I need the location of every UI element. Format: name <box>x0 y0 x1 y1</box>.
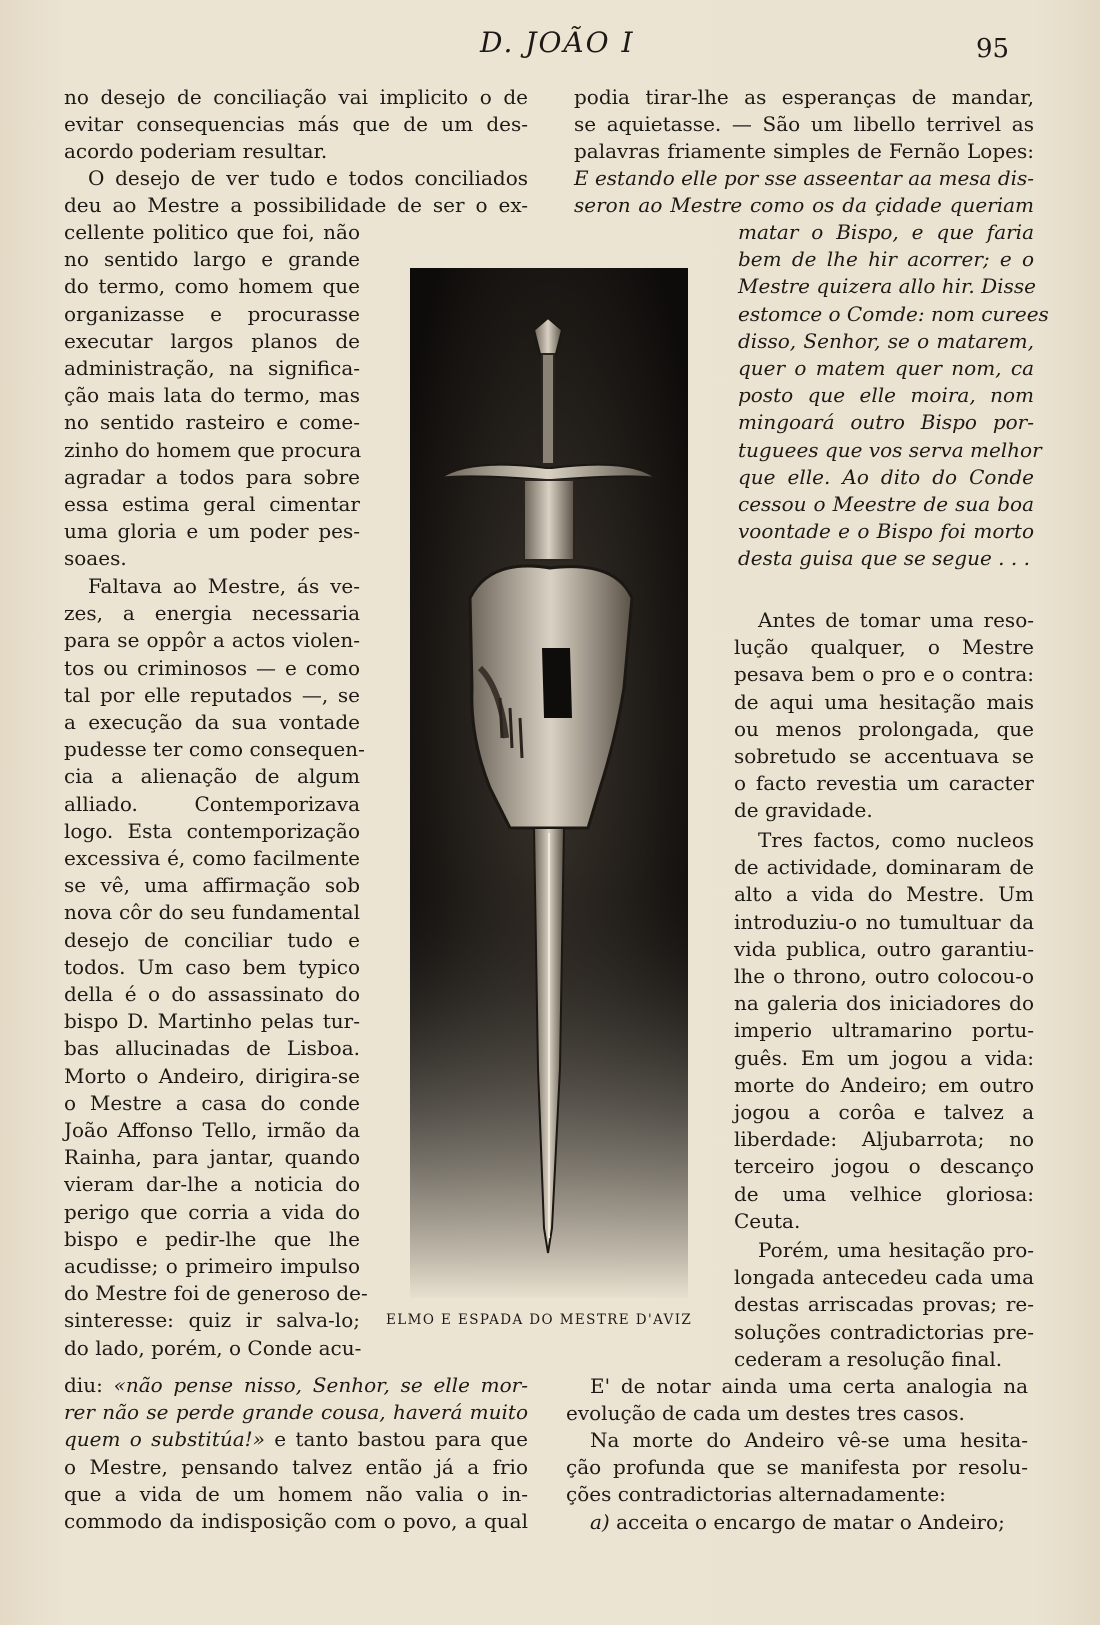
page-header <box>0 26 1100 66</box>
fernao-lopes-quote: E estando elle por sse asseentar aa mesa dis- seron ao Mestre como os da çidade queriam <box>574 166 1035 218</box>
fernao-lopes-quote-narrow: matar o Bispo, e que faria bem de lhe hir acorrer; e o Mestre quizera allo hir. Disse estomce o Comde: nom curees disso, Senhor, se o matarem, quer o matem quer nom, ca posto que elle moira, nom mingoará outro Bispo por- tuguees que vos serva melhor que elle. Ao dito do Conde cessou o Meestre de sua boa voontade e o Bispo foi morto desta guisa que se segue . . . <box>738 220 1049 571</box>
left-paragraph-3: Faltava ao Mestre, ás ve- zes, a energia necessaria para se oppôr a actos violen- tos ou criminosos — e como tal por elle reputados —, se a execução da sua vontade pudesse ter como consequen- cia a alienação de algum alliado. Contemporizava logo. Esta contemporização excessiva é, como facilmente se vê, uma affirmação sob nova côr do seu fundamental desejo de conciliar tudo e todos. Um caso bem typico della é o do assassinato do bispo D. Martinho pelas tur- bas allucinadas de Lisboa. Morto o Andeiro, dirigira-se o Mestre a casa do conde João Affonso Tello, irmão da Rainha, para jantar, quando vieram dar-lhe a noticia do perigo que corria a vida do bispo e pedir-lhe que lhe acudisse; o primeiro impulso do Mestre foi de generoso de- sinteresse: quiz ir salva-lo; do lado, porém, o Conde acu- <box>64 574 368 1360</box>
right-paragraph-6: Na morte do Andeiro vê-se uma hesita- ção profunda que se manifesta por resolu- ções contradictorias alternadamente: a) acceita o encargo de matar o Andeiro; <box>566 1428 1028 1534</box>
right-paragraph-4: Porém, uma hesitação pro- longada antecedeu cada uma destas arriscadas provas; re- soluções contradictorias pre- cederam a resolução final. <box>734 1238 1034 1371</box>
right-paragraph-1: podia tirar-lhe as esperanças de mandar, se aquietasse. — São um libello terrivel as palavras friamente simples de Fernão Lopes: <box>574 85 1034 164</box>
helmet-sword-drawing <box>410 268 688 1298</box>
left-quote-block: diu: «não pense nisso, Senhor, se elle mor- rer não se perde grande cousa, haverá muito quem o substitúa!» e tanto bastou para que o Mestre, pensando talvez então já a frio que a vida de um homem não valia o in- commodo da indisposição com o povo, a qual <box>64 1373 529 1534</box>
right-paragraph-5: E' de notar ainda uma certa analogia na evolução de cada um destes tres casos. <box>566 1374 1028 1426</box>
running-title: D. JOÃO I <box>480 26 635 59</box>
list-marker-a: a) <box>590 1509 610 1534</box>
left-paragraph-1: no desejo de conciliação vai implicito o de evitar consequencias más que de um des- acordo poderiam resultar. <box>64 85 528 164</box>
count-quote: «não pense nisso, Senhor, se elle mor- <box>113 1373 529 1397</box>
right-paragraph-3: Tres factos, como nucleos de actividade, dominaram de alto a vida do Mestre. Um introduziu-o no tumultuar da vida publica, outro garantiu- lhe o throno, outro colocou-o na galeria dos iniciadores do imperio ultramarino portu- guês. Em um jogou a vida: morte do Andeiro; em outro jogou a corôa e talvez a liberdade: Aljubarrota; no terceiro jogou o descanço de uma velhice gloriosa: Ceuta. <box>734 828 1034 1233</box>
helmet-sword-illustration <box>410 268 688 1298</box>
left-paragraph-2: O desejo de ver tudo e todos conciliados deu ao Mestre a possibilidade de ser o ex- <box>64 166 528 218</box>
left-paragraph-2-narrow: cellente politico que foi, não no sentido largo e grande do termo, como homem que organizasse e procurasse executar largos planos de administração, na significa- ção mais lata do termo, mas no sentido rasteiro e come- zinho do homem que procura agradar a todos para sobre essa estima geral cimentar uma gloria e um poder pes- soaes. <box>64 220 362 571</box>
page-number: 95 <box>976 34 1010 64</box>
figure-caption: ELMO E ESPADA DO MESTRE D'AVIZ <box>386 1312 693 1328</box>
right-paragraph-2: Antes de tomar uma reso- lução qualquer, o Mestre pesava bem o pro e o contra: de aqui uma hesitação mais ou menos prolongada, que sobretudo se accentuava se o facto revestia um caracter de gravidade. <box>734 608 1034 823</box>
